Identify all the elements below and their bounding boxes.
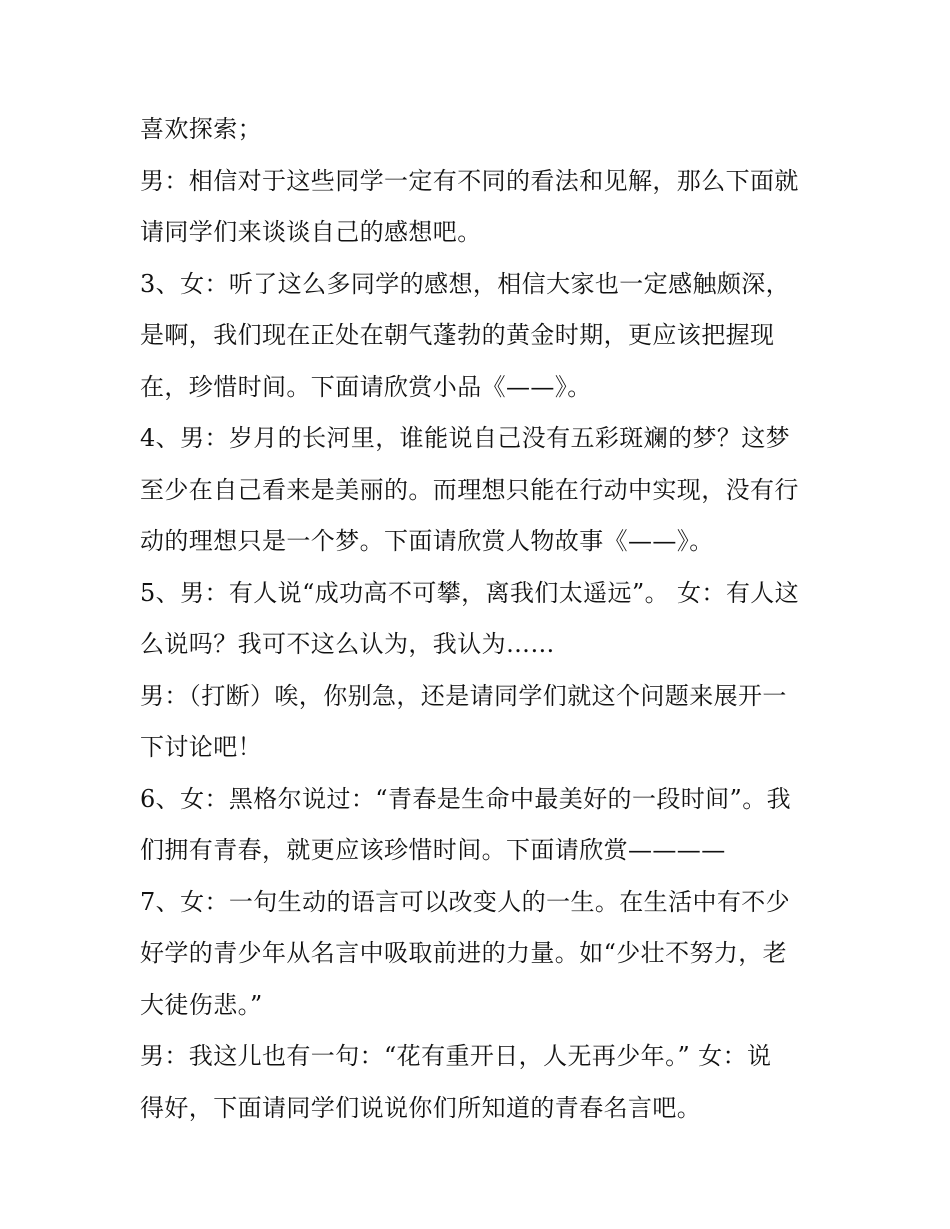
text-line: 么说吗？我可不这么认为，我认为…… [140, 630, 555, 658]
text-line: 7、女：一句生动的语言可以改变人的一生。在生活中有不少 [140, 887, 791, 916]
text-line: 3、女：听了这么多同学的感想，相信大家也一定感触颇深， [140, 269, 791, 298]
text-line: 下讨论吧！ [140, 733, 262, 761]
text-line: 至少在自己看来是美丽的。而理想只能在行动中实现，没有行 [140, 475, 799, 504]
text-line: 动的理想只是一个梦。下面请欣赏人物故事《——》。 [140, 527, 714, 555]
text-line: 是啊，我们现在正处在朝气蓬勃的黄金时期，更应该把握现 [140, 321, 775, 349]
text-line: 在，珍惜时间。下面请欣赏小品《——》。 [140, 372, 592, 401]
document-body [140, 104, 830, 1134]
text-line: 男：我这儿也有一句：“花有重开日，人无再少年。” 女：说 [140, 1042, 772, 1070]
text-line: 喜欢探索； [140, 115, 262, 143]
text-line: 大徒伤悲。” [140, 990, 263, 1019]
text-line: 4、男：岁月的长河里，谁能说自己没有五彩斑斓的梦？这梦 [140, 424, 791, 452]
text-line: 们拥有青春，就更应该珍惜时间。下面请欣赏———— [140, 836, 726, 864]
text-line: 男：相信对于这些同学一定有不同的看法和见解，那么下面就 [140, 166, 799, 195]
text-line: 请同学们来谈谈自己的感想吧。 [140, 218, 482, 246]
text-line: 5、男：有人说“成功高不可攀，离我们太遥远”。 女：有人这 [140, 578, 800, 607]
text-line: 男：（打断）唉，你别急，还是请同学们就这个问题来展开一 [140, 681, 787, 710]
text-line: 好学的青少年从名言中吸取前进的力量。如“少壮不努力，老 [140, 939, 788, 967]
text-line: 6、女：黑格尔说过：“青春是生命中最美好的一段时间”。我 [140, 784, 792, 813]
text-line: 得好，下面请同学们说说你们所知道的青春名言吧。 [140, 1093, 702, 1122]
